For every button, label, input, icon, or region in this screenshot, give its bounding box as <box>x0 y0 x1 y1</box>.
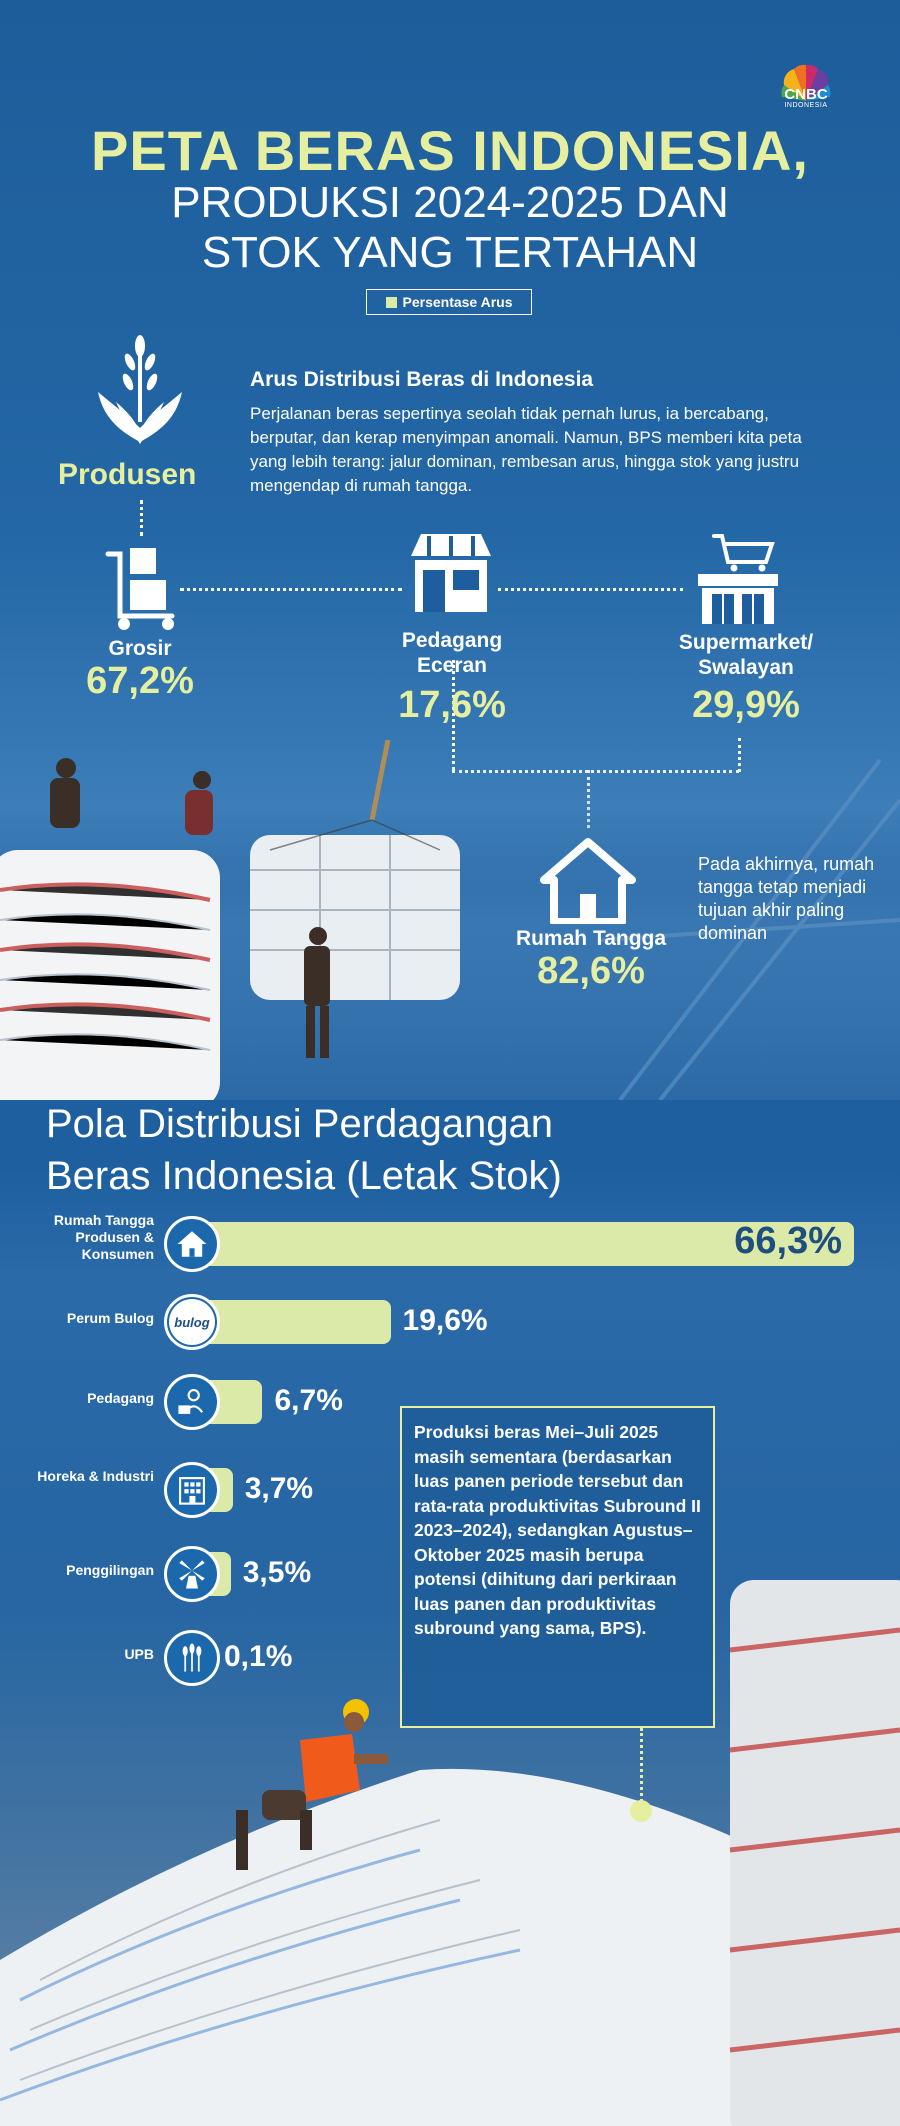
footnote-box: Produksi beras Mei–Juli 2025 masih sementara (berdasarkan luas panen periode tersebut dan rata-rata produktivitas Subround II 2023–2024), sedangkan Agustus–Oktober 2025 masih berupa potensi (dihitung dari perkiraan luas panen dan produktivitas subround yang sama, BPS). <box>400 1406 715 1728</box>
node-supermarket-label <box>646 630 846 680</box>
bulog-logo-text: bulog <box>169 1299 215 1345</box>
distribution-section-title <box>46 1098 562 1202</box>
flow-section-title: Arus Distribusi Beras di Indonesia <box>250 368 594 391</box>
bar-value-0: 66,3% <box>734 1220 842 1262</box>
subtitle <box>0 178 900 278</box>
legend-label: Persentase Arus <box>402 294 513 310</box>
legend-swatch <box>386 297 397 308</box>
node-supermarket-label-line-2: Swalayan <box>698 656 794 679</box>
bar-value-3: 3,7% <box>244 1472 314 1505</box>
trader-icon <box>164 1374 220 1430</box>
node-grosir-label: Grosir <box>108 637 172 660</box>
distribution-section-title-line-2: Beras Indonesia (Letak Stok) <box>46 1154 562 1198</box>
bar-label-0: Rumah Tangga Produsen & Konsumen <box>53 1212 154 1262</box>
rice-plant-icon <box>92 332 188 452</box>
subtitle-line-1: PRODUKSI 2024-2025 DAN <box>171 178 729 227</box>
node-pedagang-label <box>372 628 532 678</box>
bar-label-1: Perum Bulog <box>66 1310 154 1326</box>
hand-truck-icon <box>100 544 184 634</box>
bar-label-4: Penggilingan <box>66 1562 154 1578</box>
bar-value-1: 19,6% <box>402 1304 488 1337</box>
main-title: PETA BERAS INDONESIA, <box>91 119 809 182</box>
house-icon <box>540 838 636 924</box>
household-note: Pada akhirnya, rumah tangga tetap menjadi tujuan akhir paling dominan <box>698 854 875 943</box>
bar-value-4: 3,5% <box>242 1556 312 1589</box>
footnote-pointer-dot <box>630 1800 652 1822</box>
node-grosir-pct: 67,2% <box>86 660 194 702</box>
producer-label: Produsen <box>58 458 197 491</box>
building-icon <box>164 1462 220 1518</box>
node-rumah-tangga-pct: 82,6% <box>537 950 645 992</box>
bar-label-3: Horeka & Industri <box>37 1468 154 1484</box>
bar-value-2: 6,7% <box>274 1384 343 1417</box>
legend <box>366 289 532 315</box>
node-rumah-tangga-label: Rumah Tangga <box>515 927 667 950</box>
bar-value-5: 0,1% <box>224 1640 293 1673</box>
bulog-logo-icon <box>164 1294 220 1350</box>
supermarket-icon <box>690 532 786 626</box>
bar-label-5: UPB <box>124 1646 154 1662</box>
subtitle-line-2: STOK YANG TERTAHAN <box>201 228 699 277</box>
store-icon <box>405 530 497 616</box>
house-icon <box>164 1216 220 1272</box>
bar-1 <box>196 1300 391 1344</box>
distribution-section-title-line-1: Pola Distribusi Perdagangan <box>46 1102 553 1146</box>
bar-label-2: Pedagang <box>87 1390 154 1406</box>
rice-stalk-icon <box>164 1630 220 1686</box>
node-pedagang-label-line-2: Eceran <box>416 654 488 677</box>
windmill-icon <box>164 1546 220 1602</box>
brand-name: CNBC <box>784 86 828 103</box>
brand-sub: INDONESIA <box>784 102 828 109</box>
node-supermarket-pct: 29,9% <box>692 684 800 726</box>
node-pedagang-pct: 17,6% <box>398 684 506 726</box>
node-supermarket-label-line-1: Supermarket/ <box>678 631 814 654</box>
flow-section-body: Perjalanan beras sepertinya seolah tidak pernah lurus, ia bercabang, berputar, dan kerap menyimpan anomali. Namun, BPS memberi kita peta yang lebih terang: jalur dominan, rembesan arus, hingga stok yang justru mengendap di rumah tangga. <box>250 404 802 495</box>
node-pedagang-label-line-1: Pedagang <box>401 629 503 652</box>
